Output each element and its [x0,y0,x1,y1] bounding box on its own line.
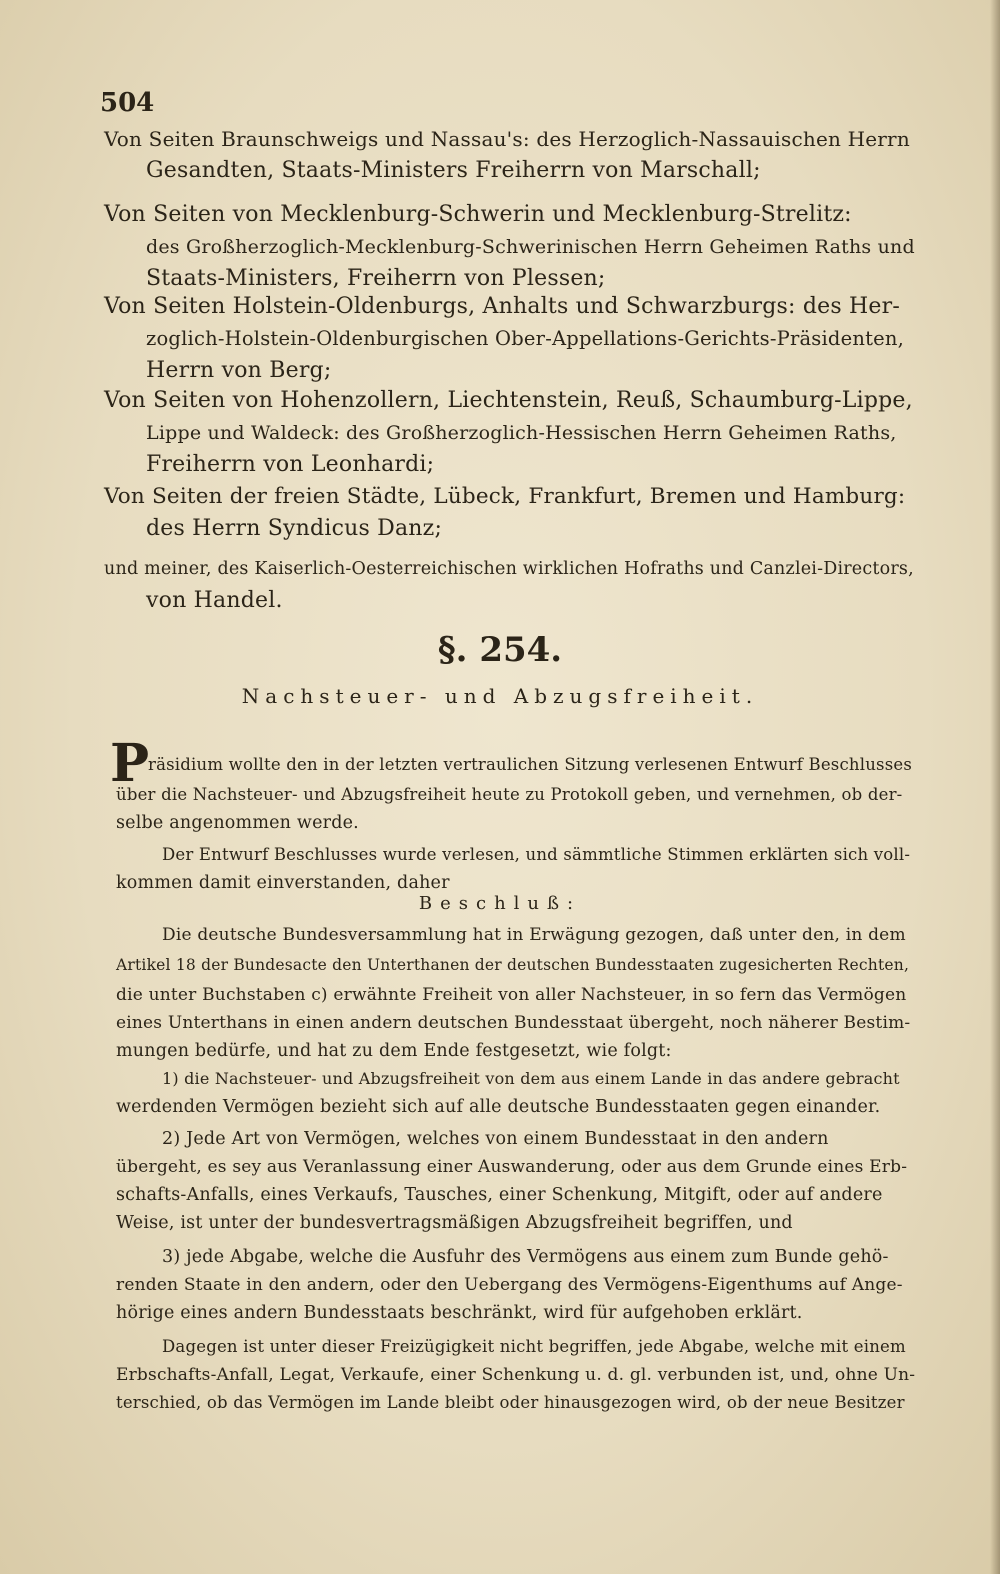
representative-line: Freiherrn von Leonhardi; [146,452,435,477]
representative-line: und meiner, des Kaiserlich-Oesterreichischen wirklichen Hofraths und Canzlei-Directors, [104,559,914,579]
representative-line: des Herrn Syndicus Danz; [146,516,443,541]
representative-line: Von Seiten der freien Städte, Lübeck, Frankfurt, Bremen und Hamburg: [104,484,906,509]
body-line: Erbschafts-Anfall, Legat, Verkaufe, einer Schenkung u. d. gl. verbunden ist, und, ohne Un- [116,1365,916,1385]
representative-line: von Handel. [146,588,283,613]
body-line: hörige eines andern Bundesstaats beschränkt, wird für aufgehoben erklärt. [116,1303,803,1323]
body-line: schafts-Anfalls, eines Verkaufs, Tausches, einer Schenkung, Mitgift, oder auf andere [116,1185,883,1205]
section-title: Nachsteuer- und Abzugsfreiheit. [241,684,759,708]
body-line: die unter Buchstaben c) erwähnte Freiheit von aller Nachsteuer, in so fern das Vermögen [116,985,907,1005]
body-line: Artikel 18 der Bundesacte den Unterthanen der deutschen Bundesstaaten zugesicherten Rechten, [116,956,910,974]
dropcap-letter: P [110,733,150,794]
body-line: Weise, ist unter der bundesvertragsmäßigen Abzugsfreiheit begriffen, und [116,1213,793,1233]
body-line: mungen bedürfe, und hat zu dem Ende festgesetzt, wie folgt: [116,1041,672,1061]
body-line: übergeht, es sey aus Veranlassung einer Auswanderung, oder aus dem Grunde eines Erb- [116,1157,908,1177]
representative-line: Von Seiten von Mecklenburg-Schwerin und Mecklenburg-Strelitz: [104,202,852,227]
body-line: terschied, ob das Vermögen im Lande bleibt oder hinausgezogen wird, ob der neue Besitzer [116,1393,905,1412]
representative-line: Lippe und Waldeck: des Großherzoglich-Hessischen Herrn Geheimen Raths, [146,422,897,444]
body-line: renden Staate in den andern, oder den Uebergang des Vermögens-Eigenthums auf Ange- [116,1275,903,1295]
representative-line: Von Seiten Holstein-Oldenburgs, Anhalts und Schwarzburgs: des Her- [104,294,900,319]
body-line: 1) die Nachsteuer- und Abzugsfreiheit von dem aus einem Lande in das andere gebracht [162,1069,900,1088]
paragraph-line: räsidium wollte den in der letzten vertraulichen Sitzung verlesenen Entwurf Beschlusses [148,755,912,774]
representative-line: Gesandten, Staats-Ministers Freiherrn von Marschall; [146,158,761,183]
representative-line: des Großherzoglich-Mecklenburg-Schwerinischen Herrn Geheimen Raths und [146,236,915,258]
body-line: eines Unterthans in einen andern deutschen Bundesstaat übergeht, noch näherer Bestim- [116,1013,911,1033]
representative-line: Von Seiten von Hohenzollern, Liechtenstein, Reuß, Schaumburg-Lippe, [104,388,913,413]
section-number: §. 254. [437,630,563,670]
body-line: werdenden Vermögen bezieht sich auf alle deutsche Bundesstaaten gegen einander. [116,1097,881,1117]
paragraph-line: über die Nachsteuer- und Abzugsfreiheit heute zu Protokoll geben, und vernehmen, ob der- [116,785,903,804]
page-edge-shadow [990,0,1000,1574]
page-number: 504 [100,88,155,118]
representative-line: Herrn von Berg; [146,358,332,383]
paragraph-line: Der Entwurf Beschlusses wurde verlesen, und sämmtliche Stimmen erklärten sich voll- [162,845,911,864]
body-line: Die deutsche Bundesversammlung hat in Erwägung gezogen, daß unter den, in dem [162,925,906,945]
body-line: Dagegen ist unter dieser Freizügigkeit nicht begriffen, jede Abgabe, welche mit einem [162,1337,906,1356]
paragraph-line: kommen damit einverstanden, daher [116,873,450,893]
representative-line: zoglich-Holstein-Oldenburgischen Ober-Appellations-Gerichts-Präsidenten, [146,327,905,350]
body-line: 2) Jede Art von Vermögen, welches von einem Bundesstaat in den andern [162,1129,829,1149]
body-line: 3) jede Abgabe, welche die Ausfuhr des Vermögens aus einem zum Bunde gehö- [162,1247,889,1267]
paragraph-line: selbe angenommen werde. [116,813,359,833]
representative-line: Von Seiten Braunschweigs und Nassau's: des Herzoglich-Nassauischen Herrn [104,127,910,151]
resolution-label: Beschluß: [418,893,582,914]
representative-line: Staats-Ministers, Freiherrn von Plessen; [146,266,606,291]
